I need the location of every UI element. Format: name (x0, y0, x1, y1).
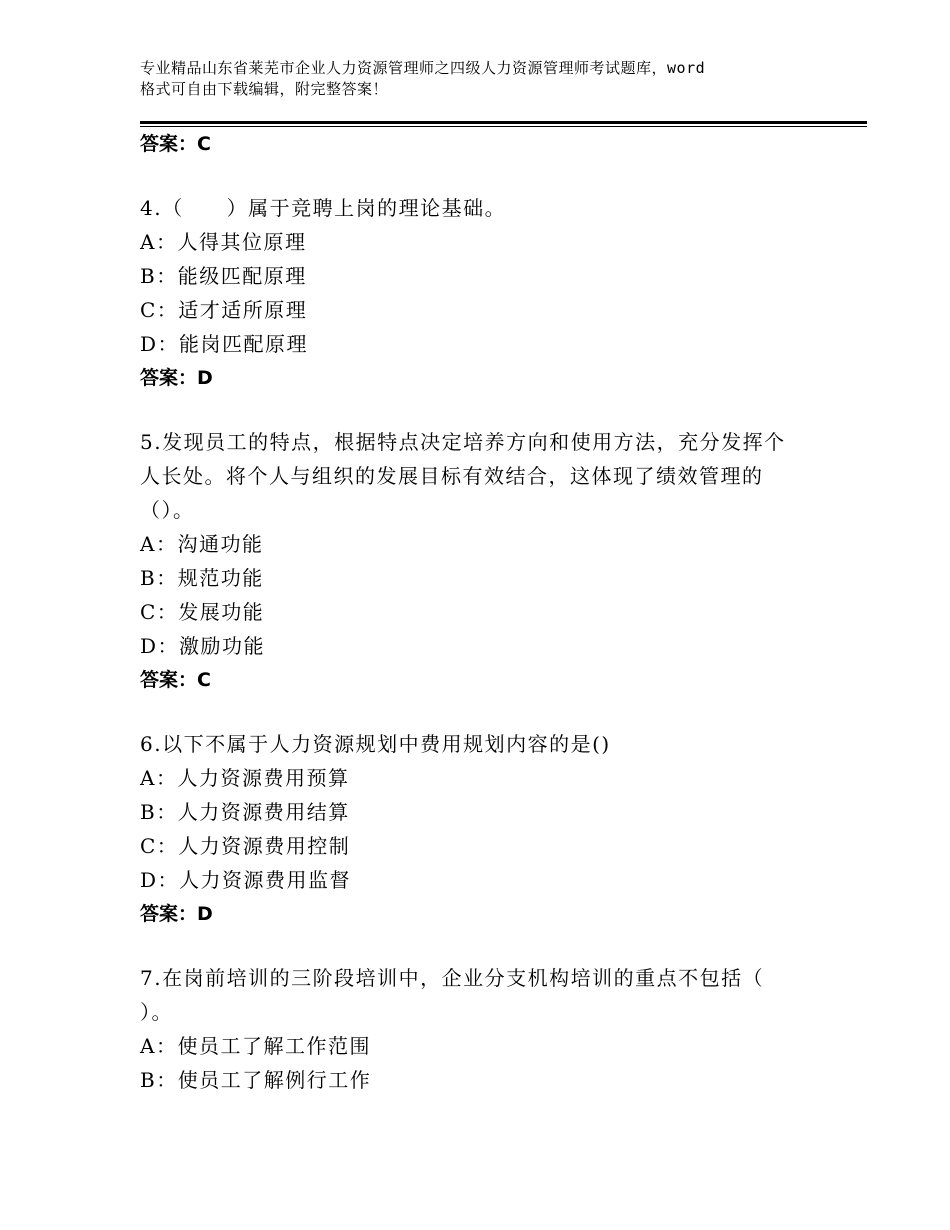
option-b: B：使员工了解例行工作 (140, 1068, 372, 1092)
option-a: A：使员工了解工作范围 (140, 1034, 371, 1058)
question-list (140, 126, 840, 1097)
question-text-line: 人长处。将个人与组织的发展目标有效结合，这体现了绩效管理的 (140, 464, 764, 488)
answer-line: 答案：D (140, 367, 213, 389)
question-text (140, 425, 840, 527)
option-c: C：适才适所原理 (140, 298, 308, 322)
option-c: C：人力资源费用控制 (140, 834, 351, 858)
answer-line: 答案：C (140, 669, 211, 691)
header-line-1: 专业精品山东省莱芜市企业人力资源管理师之四级人力资源管理师考试题库，word (140, 59, 706, 77)
option-b: B：规范功能 (140, 566, 264, 590)
question-text (140, 727, 840, 761)
question-text-line: 5.发现员工的特点，根据特点决定培养方向和使用方法，充分发挥个 (140, 430, 786, 454)
question-text-line: ）。 (140, 1000, 173, 1024)
question-text-line: 6.以下不属于人力资源规划中费用规划内容的是() (140, 732, 611, 756)
option-d: D：能岗匹配原理 (140, 332, 309, 356)
question-text-line: （）。 (140, 498, 195, 522)
answer-line: 答案：D (140, 903, 213, 925)
question-4 (140, 191, 840, 395)
option-b: B：人力资源费用结算 (140, 800, 350, 824)
header-rule-thick (140, 121, 867, 124)
option-d: D：激励功能 (140, 634, 266, 658)
option-b: B：能级匹配原理 (140, 264, 307, 288)
option-c: C：发展功能 (140, 600, 265, 624)
document-header (140, 58, 840, 100)
option-d: D：人力资源费用监督 (140, 868, 352, 892)
question-5 (140, 425, 840, 697)
question-text-line: 7.在岗前培训的三阶段培训中，企业分支机构培训的重点不包括（ (140, 966, 765, 990)
question-7 (140, 961, 840, 1097)
answer-line: 答案：C (140, 133, 211, 155)
question-text (140, 961, 840, 1029)
question-text (140, 191, 840, 225)
header-line-2: 格式可自由下载编辑，附完整答案！ (140, 80, 389, 98)
question-6 (140, 727, 840, 931)
option-a: A：人得其位原理 (140, 230, 307, 254)
question-text-line: 4.（ ）属于竞聘上岗的理论基础。 (140, 196, 507, 220)
option-a: A：沟通功能 (140, 532, 264, 556)
option-a: A：人力资源费用预算 (140, 766, 350, 790)
